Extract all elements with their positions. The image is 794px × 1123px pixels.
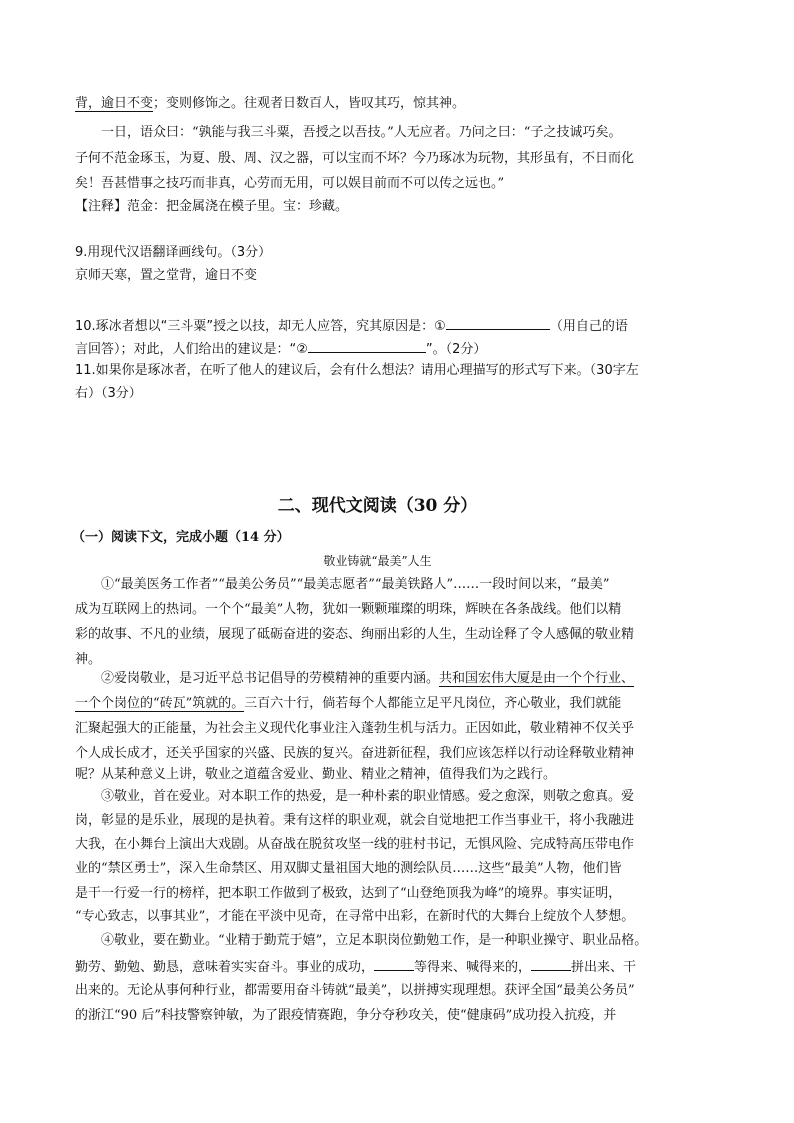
answer-blank-2[interactable] xyxy=(308,338,426,353)
classical-line-1: 背，逾日不变；变则修饰之。往观者日数百人，皆叹其巧，惊其神。 xyxy=(75,96,466,111)
article-title: 敬业铸就“最美”人生 xyxy=(323,554,432,568)
paragraph-2-line-1: ②爱岗敬业，是习近平总书记倡导的劳模精神的重要内涵。共和国宏伟大厦是由一个个行业、 xyxy=(101,671,635,686)
underlined-sentence: 共和国宏伟大厦是由一个个行业、 xyxy=(439,671,635,686)
paragraph-1-line-2: 成为互联网上的热词。一个个“最美”人物，犹如一颗颗璀璨的明珠，辉映在各条战线。他们以精 xyxy=(75,602,622,617)
question-11-line-1: 11.如果你是琢冰者，在听了他人的建议后，会有什么想法？请用心理描写的形式写下来。（30字左 xyxy=(75,363,639,378)
section-subtitle: （一）阅读下文，完成小题（14 分） xyxy=(72,530,290,545)
paragraph-3-line-6: “专心致志，以事其业”，才能在平淡中见奇，在寻常中出彩，在新时代的大舞台上绽放个人梦想。 xyxy=(75,909,635,924)
paragraph-3-line-3: 大我，在小舞台上演出大戏剧。从奋战在脱贫攻坚一线的驻村书记，无惧风险、完成特高压带电作 xyxy=(75,837,635,852)
question-10-line-1: 10.琢冰者想以“三斗粟”授之以技，却无人应答，究其原因是：① （用自己的语 xyxy=(75,315,680,337)
question-10-line-2: 言回答）；对此，人们给出的建议是：“② ”。（2分） xyxy=(75,338,680,360)
annotation-note: 【注释】范金：把金属浇在模子里。宝：珍藏。 xyxy=(75,199,349,214)
section-title: 二、现代文阅读（30 分） xyxy=(277,496,478,516)
paragraph-2-line-4: 个人成长成才，还关乎国家的兴盛、民族的复兴。奋进新征程，我们应该怎样以行动诠释敬业精神 xyxy=(75,746,635,761)
question-9-sentence: 京师天寒，置之堂背，逾日不变 xyxy=(75,268,258,283)
paragraph-4-line-4: 的浙江“90 后”科技警察钟敏，为了跟疫情赛跑，争分夺秒攻关，使“健康码”成功投入抗疫，并 xyxy=(75,1008,617,1023)
answer-blank-4[interactable] xyxy=(531,956,571,971)
paragraph-2-line-3: 汇聚起强大的正能量，为社会主义现代化事业注入蓬勃生机与活力。正因如此，敬业精神不仅关乎 xyxy=(75,721,635,736)
paragraph-1-line-3: 彩的故事、不凡的业绩，展现了砥砺奋进的姿态、绚丽出彩的人生，生动诠释了令人感佩的敬业精 xyxy=(75,627,635,642)
paragraph-4-line-3: 出来的。无论从事何种行业，都需要用奋斗铸就“最美”，以拼搏实现理想。获评全国“最美公务员” xyxy=(75,983,635,998)
paragraph-3-line-1: ③敬业，首在爱业。对本职工作的热爱，是一种朴素的职业情感。爱之愈深，则敬之愈真。爱 xyxy=(101,789,635,804)
answer-blank-3[interactable] xyxy=(374,956,414,971)
question-11-line-2: 右）（3分） xyxy=(75,386,142,401)
classical-line-3: 子何不范金琢玉，为夏、殷、周、汉之器，可以宝而不坏？今乃琢冰为玩物，其形虽有，不日而化 xyxy=(75,151,635,166)
paragraph-2-line-2: 一个个岗位的“砖瓦”筑就的。三百六十行，倘若每个人都能立足平凡岗位，齐心敬业，我们就能 xyxy=(75,696,622,711)
paragraph-1-line-1: ①“最美医务工作者”“最美公务员”“最美志愿者”“最美铁路人”……一段时间以来，“最美” xyxy=(101,577,610,592)
question-9: 9.用现代汉语翻译画线句。（3分） xyxy=(75,245,272,260)
paragraph-3-line-2: 岗，彰显的是乐业，展现的是执着。秉有这样的职业观，就会自觉地把工作当事业干，将小我融进 xyxy=(75,813,635,828)
underlined-sentence-end: 背，逾日不变 xyxy=(75,96,154,111)
paragraph-4-line-2: 勤劳、勤勉、勤恳，意味着实实奋斗。事业的成功， 等得来、喊得来的， 拼出来、干 xyxy=(75,956,680,978)
paragraph-3-line-4: 业的“禁区勇士”，深入生命禁区、用双脚丈量祖国大地的测绘队员……这些“最美”人物，他们皆 xyxy=(75,861,622,876)
classical-line-4: 矣！吾甚惜事之技巧而非真，心劳而无用，可以娱目前而不可以传之远也。” xyxy=(75,176,505,191)
paragraph-2-line-5: 呢？从某种意义上讲，敬业之道蕴含爱业、勤业、精业之精神，值得我们为之践行。 xyxy=(75,767,557,782)
paragraph-3-line-5: 是干一行爱一行的榜样，把本职工作做到了极致，达到了“山登绝顶我为峰”的境界。事实证明， xyxy=(75,886,622,901)
paragraph-1-line-4: 神。 xyxy=(75,652,102,667)
classical-line-2: 一日，语众曰：“孰能与我三斗粟，吾授之以吾技。”人无应者。乃问之曰：“子之技诚巧矣。 xyxy=(101,125,622,140)
paragraph-4-line-1: ④敬业，要在勤业。“业精于勤荒于嬉”，立足本职岗位勤勉工作，是一种职业操守、职业品格。 xyxy=(101,933,648,948)
underlined-sentence-end: 一个个岗位的“砖瓦”筑就的。 xyxy=(75,696,245,711)
answer-blank-1[interactable] xyxy=(446,315,550,330)
